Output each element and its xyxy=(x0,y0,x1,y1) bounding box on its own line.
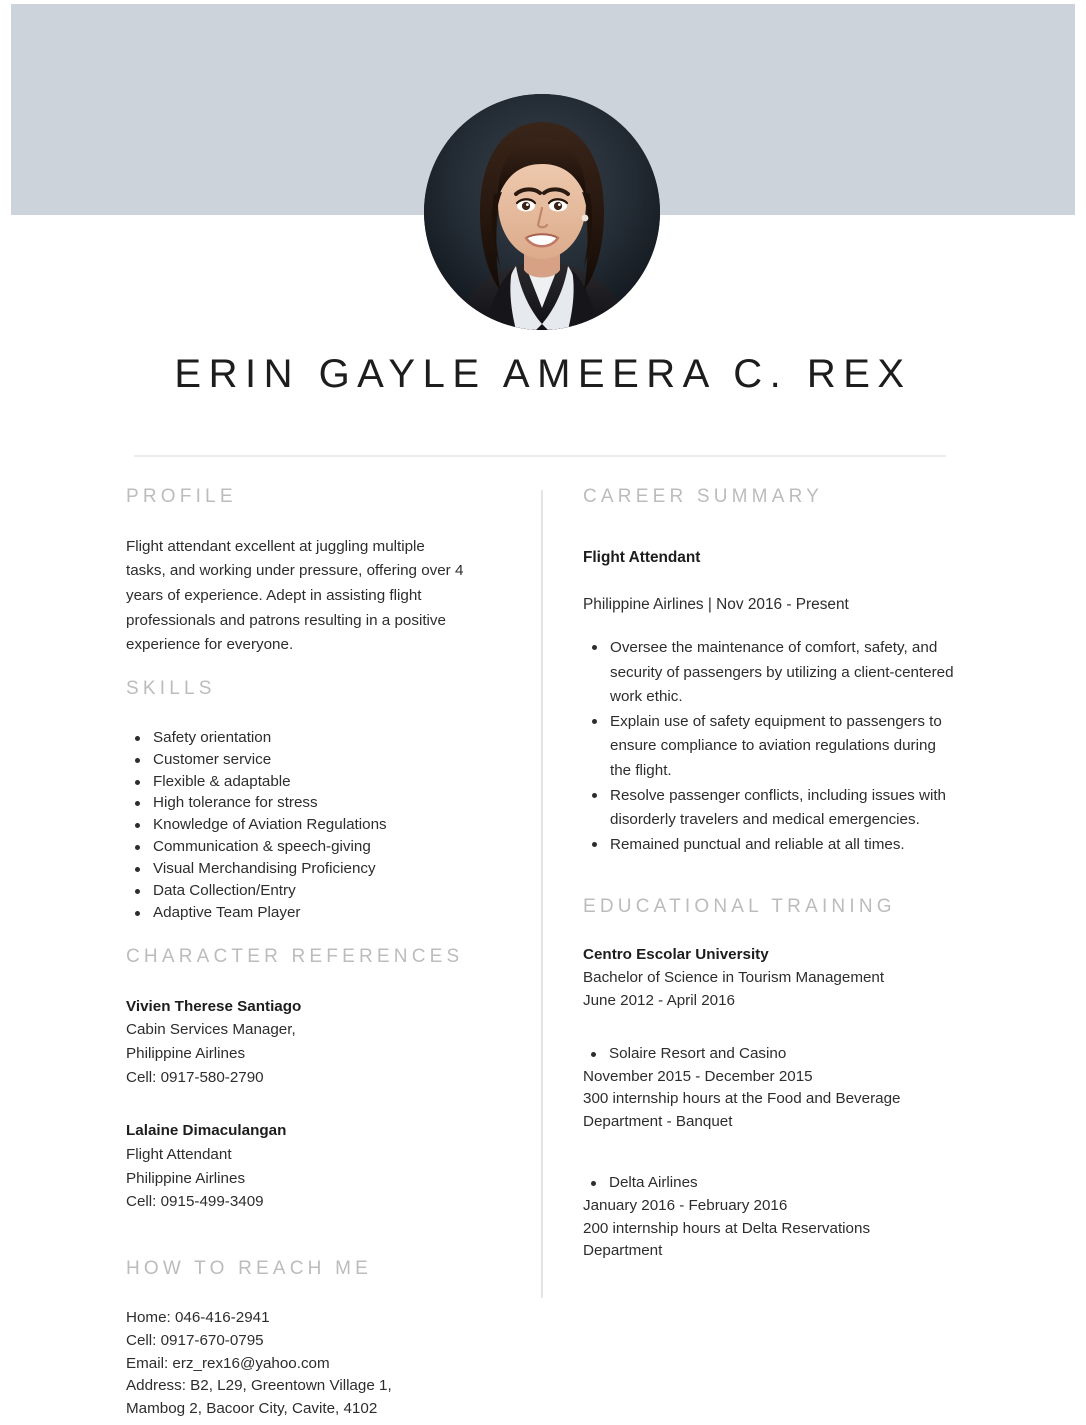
reference-company: Philippine Airlines xyxy=(126,1169,246,1187)
list-item: Knowledge of Aviation Regulations xyxy=(126,814,466,836)
school-name: Centro Escolar University xyxy=(583,946,769,964)
internship-dates: January 2016 - February 2016 xyxy=(583,1196,788,1214)
header-divider xyxy=(134,455,946,457)
internship-org: Delta Airlines xyxy=(583,1172,958,1195)
section-heading-career: CAREER SUMMARY xyxy=(583,486,824,507)
reference-role: Cabin Services Manager, xyxy=(126,1021,296,1039)
reference-name: Lalaine Dimaculangan xyxy=(126,1122,287,1140)
list-item: Remained punctual and reliable at all times. xyxy=(583,833,958,858)
job-title: Flight Attendant xyxy=(583,548,701,566)
contact-email: Email: erz_rex16@yahoo.com xyxy=(126,1354,330,1372)
internship-entry xyxy=(583,1043,958,1134)
list-item: Safety orientation xyxy=(126,727,466,749)
column-divider xyxy=(541,490,543,1298)
list-item: Adaptive Team Player xyxy=(126,902,466,924)
left-column xyxy=(126,486,466,1421)
page-title: ERIN GAYLE AMEERA C. REX xyxy=(174,352,912,396)
reference-entry xyxy=(126,1119,466,1214)
section-heading-education: EDUCATIONAL TRAINING xyxy=(583,895,896,917)
reference-phone: Cell: 0915-499-3409 xyxy=(126,1193,264,1211)
right-column xyxy=(583,486,958,1263)
list-item: Data Collection/Entry xyxy=(126,880,466,902)
contact-block xyxy=(126,1307,466,1421)
degree-dates: June 2012 - April 2016 xyxy=(583,991,735,1009)
internship-detail-line1: 200 internship hours at Delta Reservations xyxy=(583,1219,871,1237)
contact-address-line2: Mambog 2, Bacoor City, Cavite, 4102 xyxy=(126,1400,378,1418)
section-heading-contact: HOW TO REACH ME xyxy=(126,1258,372,1280)
section-heading-profile: PROFILE xyxy=(126,486,237,507)
list-item: High tolerance for stress xyxy=(126,792,466,814)
list-item: Explain use of safety equipment to passengers to ensure compliance to aviation regulations during the flight. xyxy=(583,710,958,784)
contact-home-phone: Home: 046-416-2941 xyxy=(126,1308,270,1326)
internship-dates: November 2015 - December 2015 xyxy=(583,1067,813,1085)
education-entry xyxy=(583,944,958,1012)
reference-name: Vivien Therese Santiago xyxy=(126,997,302,1015)
list-item: Visual Merchandising Proficiency xyxy=(126,858,466,880)
internship-detail-line2: Department - Banquet xyxy=(583,1113,733,1131)
contact-address-line1: Address: B2, L29, Greentown Village 1, xyxy=(126,1377,392,1395)
avatar xyxy=(424,94,660,330)
list-item: Flexible & adaptable xyxy=(126,771,466,793)
list-item: Customer service xyxy=(126,749,466,771)
section-heading-references: CHARACTER REFERENCES xyxy=(126,945,464,967)
list-item: Oversee the maintenance of comfort, safety, and security of passengers by utilizing a client-centered work ethic. xyxy=(583,636,958,710)
internship-detail-line2: Department xyxy=(583,1242,663,1260)
reference-phone: Cell: 0917-580-2790 xyxy=(126,1068,264,1086)
portrait-photo-icon xyxy=(424,94,660,330)
skills-list xyxy=(126,727,466,924)
reference-entry xyxy=(126,995,466,1090)
reference-role: Flight Attendant xyxy=(126,1146,232,1164)
internship-entry xyxy=(583,1172,958,1263)
internship-detail-line1: 300 internship hours at the Food and Beverage xyxy=(583,1090,901,1108)
list-item: Resolve passenger conflicts, including issues with disorderly travelers and medical emergencies. xyxy=(583,784,958,833)
list-item: Communication & speech-giving xyxy=(126,836,466,858)
reference-company: Philippine Airlines xyxy=(126,1044,246,1062)
profile-text: Flight attendant excellent at juggling multiple tasks, and working under pressure, offering over 4 years of experience. Adept in assisting flight professionals and patrons resulting in a positive experience for everyone. xyxy=(126,537,464,654)
internship-org: Solaire Resort and Casino xyxy=(583,1043,958,1066)
degree-name: Bachelor of Science in Tourism Management xyxy=(583,969,885,987)
job-company-dates: Philippine Airlines | Nov 2016 - Present xyxy=(583,596,849,614)
contact-cell-phone: Cell: 0917-670-0795 xyxy=(126,1331,264,1349)
section-heading-skills: SKILLS xyxy=(126,677,216,699)
job-duties-list xyxy=(583,636,958,858)
